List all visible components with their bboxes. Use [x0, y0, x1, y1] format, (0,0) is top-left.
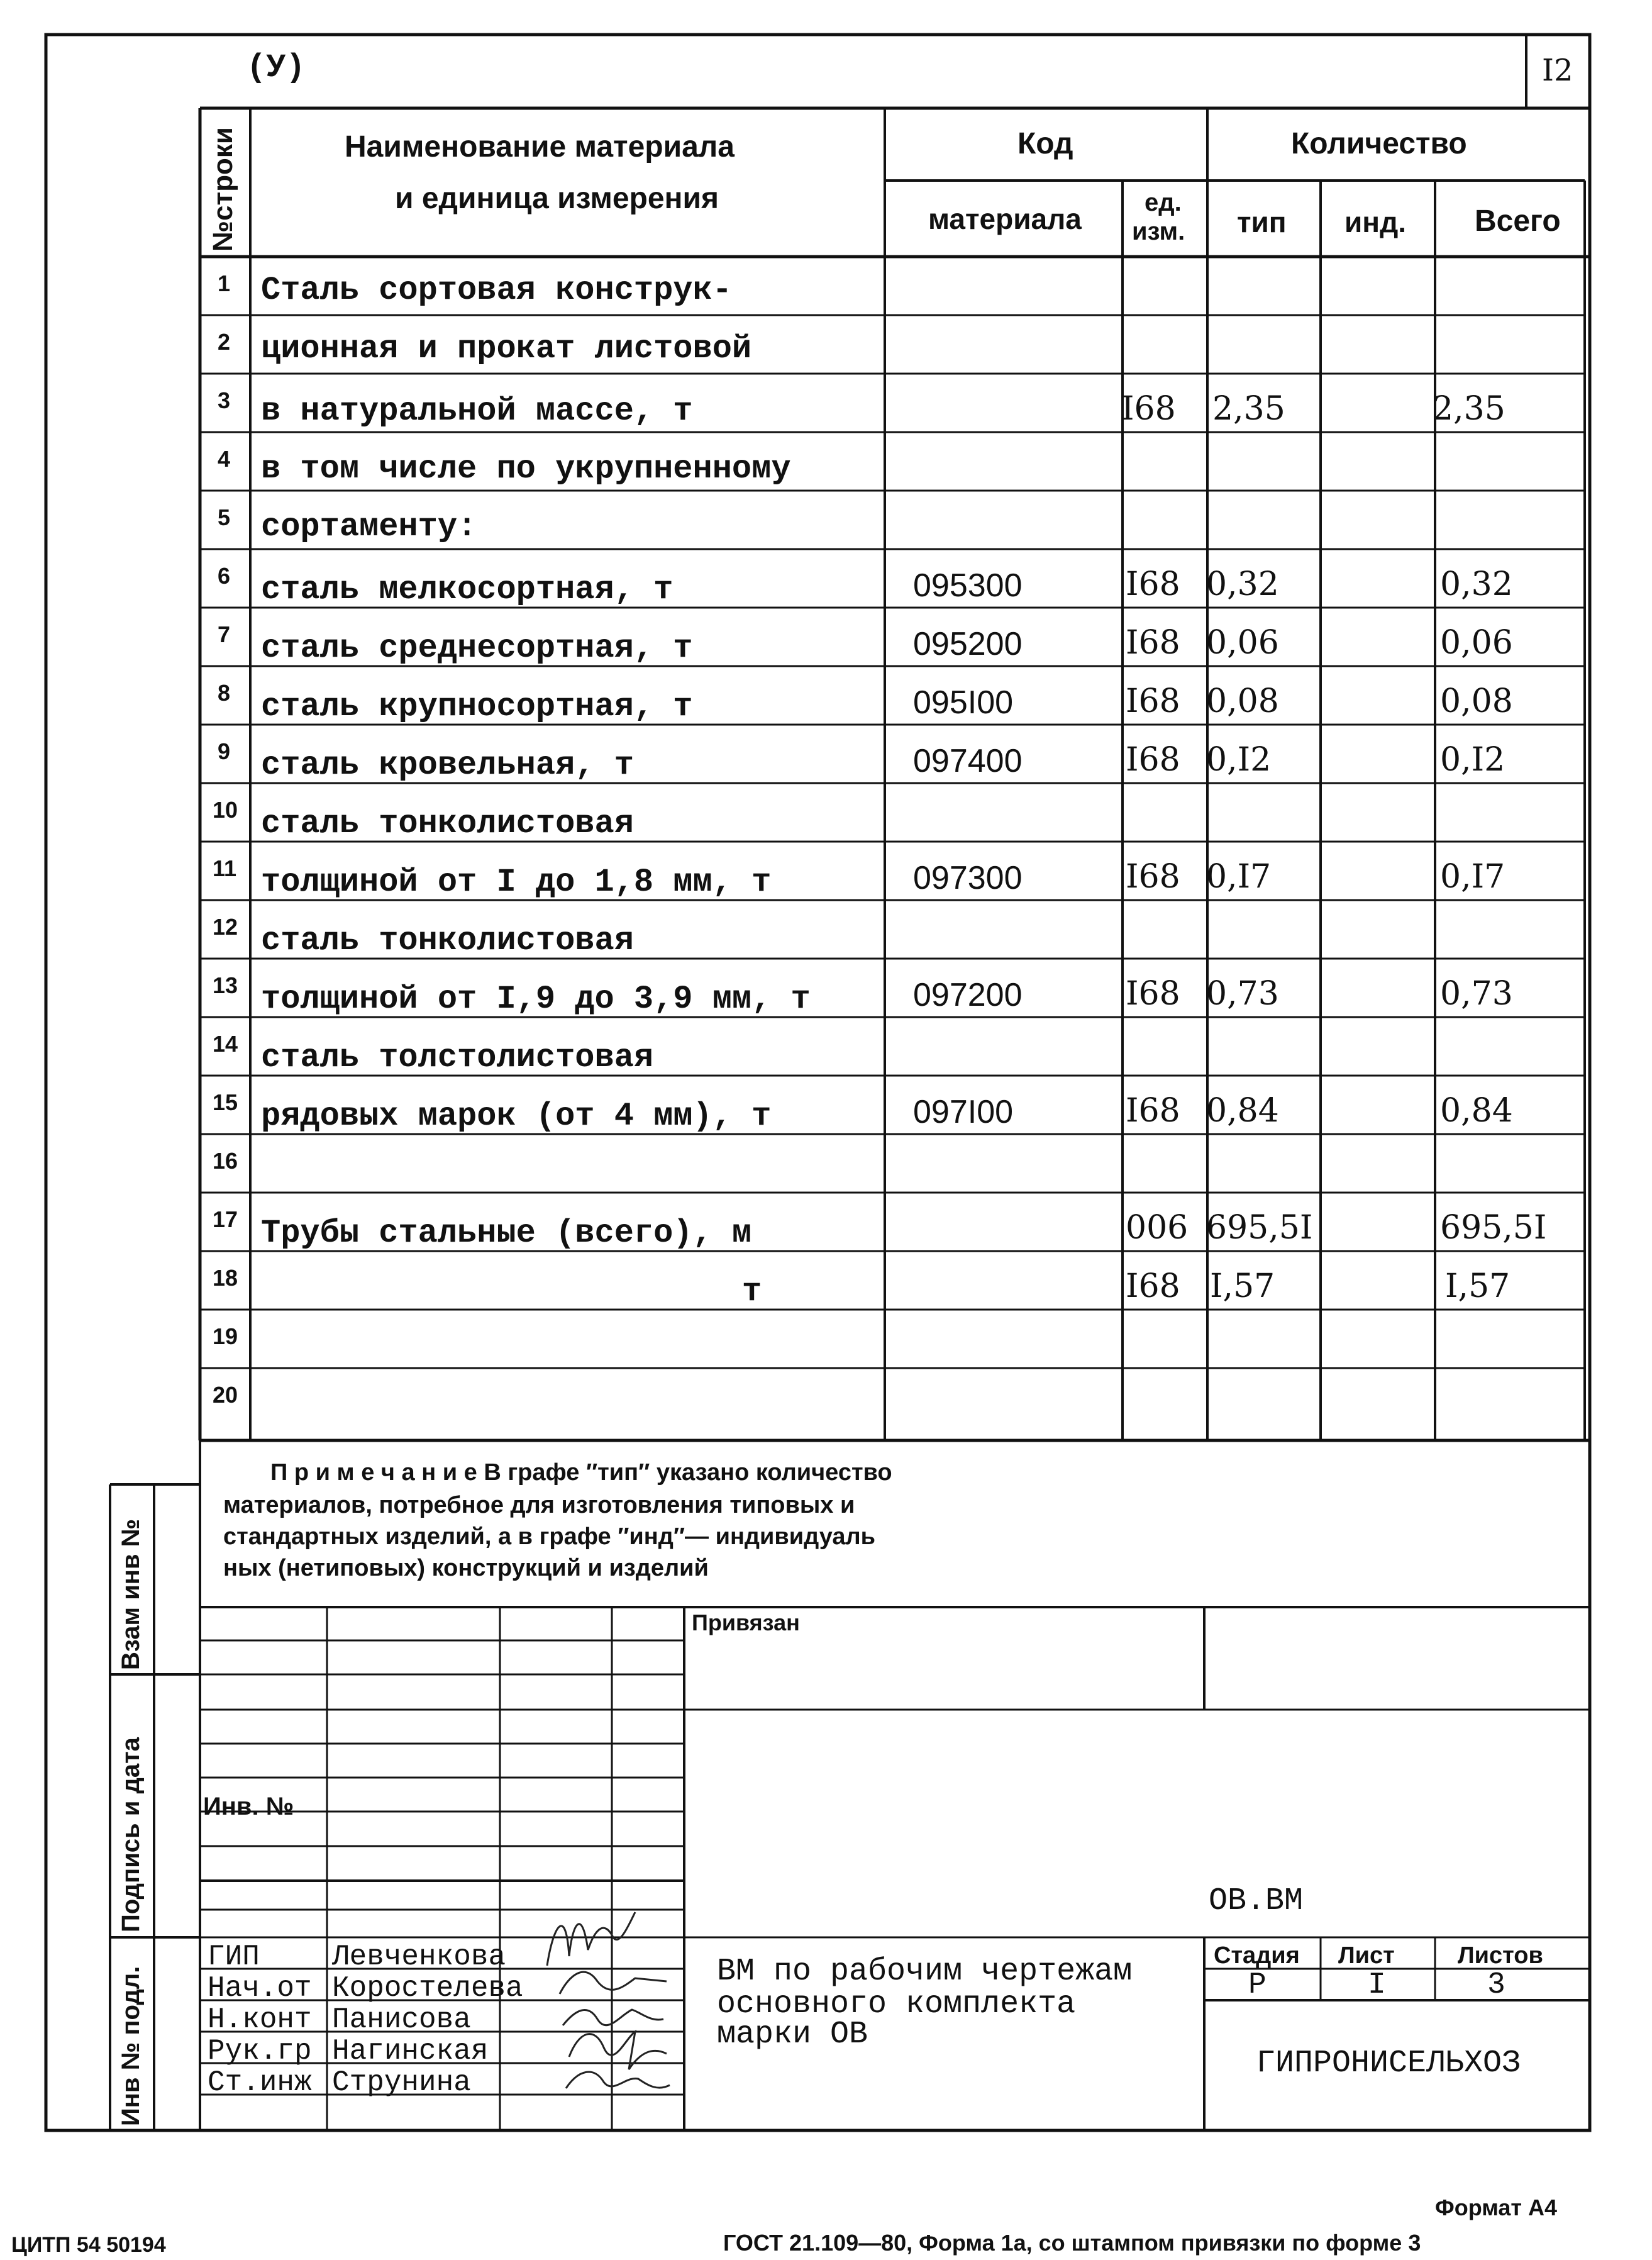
material-name: сталь толстолистовая: [261, 1039, 654, 1076]
row-number: 7: [218, 621, 231, 647]
ind-header: инд.: [1344, 206, 1407, 238]
row-number: 12: [213, 914, 238, 940]
note-line: стандартных изделий, а в графе ″инд″— индивидуаль: [223, 1523, 875, 1550]
total-qty: 0,84: [1440, 1092, 1513, 1130]
material-name: толщиной от I до 1,8 мм, т: [261, 864, 772, 901]
row-number: 20: [213, 1382, 238, 1408]
person-name: Струнина: [332, 2066, 471, 2099]
organization-name: ГИПРОНИСЕЛЬХОЗ: [1256, 2046, 1521, 2081]
material-code: 097I00: [913, 1094, 1014, 1130]
type-qty: 0,08: [1206, 682, 1279, 720]
code-header: Код: [1017, 127, 1073, 160]
row-number: 17: [213, 1206, 238, 1232]
privyazan-label: Привязан: [692, 1610, 800, 1635]
person-role: Н.конт: [208, 2003, 312, 2036]
material-name: в натуральной массе, т: [261, 392, 693, 430]
sheet-label: Лист: [1338, 1942, 1395, 1969]
person-name: Коростелева: [332, 1972, 523, 2005]
drawing-title-line3: марки ОВ: [717, 2017, 868, 2052]
material-name: сортаменту:: [261, 508, 477, 545]
row-number: 14: [213, 1031, 238, 1057]
material-code: 095300: [913, 567, 1023, 604]
material-code: 095I00: [913, 684, 1014, 721]
material-name: сталь среднесортная, т: [261, 630, 693, 667]
material-name: сталь тонколистовая: [261, 805, 634, 842]
type-qty: 0,73: [1206, 975, 1279, 1013]
row-number: 6: [218, 563, 231, 589]
type-qty: 2,35: [1212, 390, 1285, 428]
type-qty: 695,5I: [1206, 1209, 1313, 1247]
row-number: 3: [218, 387, 231, 413]
total-qty: 0,I7: [1440, 858, 1505, 896]
unit-code: I68: [1126, 858, 1180, 896]
variant-mark: (У): [247, 49, 306, 86]
row-number: 9: [218, 738, 231, 764]
unit-code: I68: [1126, 741, 1180, 779]
unit-header-line2: изм.: [1132, 218, 1185, 245]
name-header-line1: Наименование материала: [345, 130, 735, 164]
total-qty: 0,08: [1440, 682, 1513, 720]
unit-code: I68: [1126, 1092, 1180, 1130]
material-name: рядовых марок (от 4 мм), т: [261, 1098, 772, 1135]
person-name: Левченкова: [332, 1940, 506, 1973]
type-qty: 0,06: [1206, 624, 1279, 662]
material-name: ционная и прокат листовой: [261, 330, 752, 367]
note-line: П р и м е ч а н и е В графе ″тип″ указано количество: [270, 1459, 892, 1486]
sheet-value: I: [1368, 1968, 1386, 2002]
person-name: Нагинская: [332, 2035, 489, 2068]
total-qty: 0,32: [1440, 565, 1513, 603]
material-code: 097400: [913, 743, 1023, 779]
unit-code: I68: [1126, 624, 1180, 662]
note-line: ных (нетиповых) конструкций и изделий: [223, 1555, 709, 1581]
person-role: Нач.от: [208, 1972, 312, 2005]
drawing-title-line1: ВМ по рабочим чертежам: [717, 1954, 1133, 1990]
type-qty: 0,I2: [1206, 741, 1272, 779]
quantity-header: Количество: [1291, 127, 1467, 160]
total-qty: 2,35: [1433, 390, 1505, 428]
material-name: сталь кровельная, т: [261, 747, 634, 784]
inv-podl-label: Инв № подл.: [117, 1966, 145, 2126]
type-qty: I,57: [1210, 1267, 1275, 1305]
total-qty: 0,I2: [1440, 741, 1505, 779]
type-qty: 0,32: [1206, 565, 1279, 603]
row-number: 13: [213, 972, 238, 998]
material-name: толщиной от I,9 до 3,9 мм, т: [261, 981, 811, 1018]
unit-code: I68: [1126, 1267, 1180, 1305]
row-number: 19: [213, 1323, 238, 1349]
unit-code: I68: [1126, 565, 1180, 603]
code-material-header: материала: [928, 203, 1082, 235]
total-qty: I,57: [1445, 1267, 1511, 1305]
note-line: материалов, потребное для изготовления типовых и: [223, 1492, 855, 1518]
sheet-number: I2: [1542, 53, 1573, 88]
name-header-line2: и единица измерения: [395, 182, 719, 215]
stage-value: Р: [1248, 1968, 1267, 2002]
sheets-label: Листов: [1458, 1942, 1543, 1969]
row-number: 11: [213, 855, 237, 881]
material-name: сталь крупносортная, т: [261, 688, 693, 725]
inv-number-label: Инв. №: [203, 1793, 294, 1820]
unit-code: 006: [1126, 1209, 1189, 1247]
document-code: ОВ.ВМ: [1209, 1883, 1304, 1919]
type-qty: 0,I7: [1206, 858, 1272, 896]
row-number: 15: [213, 1089, 238, 1115]
material-code: 095200: [913, 626, 1023, 662]
material-name: в том числе по укрупненному: [261, 450, 791, 487]
unit-code: I68: [1126, 682, 1180, 720]
material-code: 097200: [913, 977, 1023, 1013]
person-role: ГИП: [208, 1940, 260, 1973]
material-name: Трубы стальные (всего), м: [261, 1215, 752, 1252]
vzam-inv-label: Взам инв №: [117, 1518, 145, 1670]
podpis-data-label: Подпись и дата: [117, 1737, 145, 1932]
format-label: Формат А4: [1435, 2195, 1558, 2220]
gost-reference: ГОСТ 21.109—80, Форма 1а, со штампом привязки по форме 3: [723, 2230, 1421, 2256]
person-role: Ст.инж: [208, 2066, 312, 2099]
row-number: 18: [213, 1265, 238, 1291]
total-qty: 695,5I: [1440, 1209, 1547, 1247]
total-header: Всего: [1475, 204, 1561, 238]
total-qty: 0,06: [1440, 624, 1513, 662]
row-number-header: №строки: [208, 127, 238, 252]
row-number: 16: [213, 1148, 238, 1174]
unit-header-line1: ед.: [1145, 189, 1182, 216]
row-number: 5: [218, 504, 231, 530]
material-code: 097300: [913, 860, 1023, 896]
total-qty: 0,73: [1440, 975, 1513, 1013]
type-header: тип: [1237, 206, 1287, 238]
row-number: 4: [218, 446, 231, 472]
sheets-value: 3: [1487, 1968, 1505, 2002]
material-name: Сталь сортовая конструк-: [261, 272, 732, 309]
row-number: 2: [218, 329, 231, 355]
citp-code: ЦИТП 54 50194: [11, 2233, 166, 2257]
unit-code: I68: [1126, 975, 1180, 1013]
type-qty: 0,84: [1206, 1092, 1279, 1130]
person-name: Панисова: [332, 2003, 471, 2036]
row-number: 1: [218, 270, 231, 296]
material-name: т: [742, 1273, 762, 1310]
row-number: 8: [218, 680, 231, 706]
material-name: сталь мелкосортная, т: [261, 571, 674, 608]
material-name: сталь тонколистовая: [261, 922, 634, 959]
stage-label: Стадия: [1214, 1942, 1300, 1969]
drawing-title-line2: основного комплекта: [717, 1986, 1076, 2022]
person-role: Рук.гр: [208, 2035, 312, 2068]
row-number: 10: [213, 797, 238, 823]
unit-code: I68: [1121, 390, 1176, 428]
